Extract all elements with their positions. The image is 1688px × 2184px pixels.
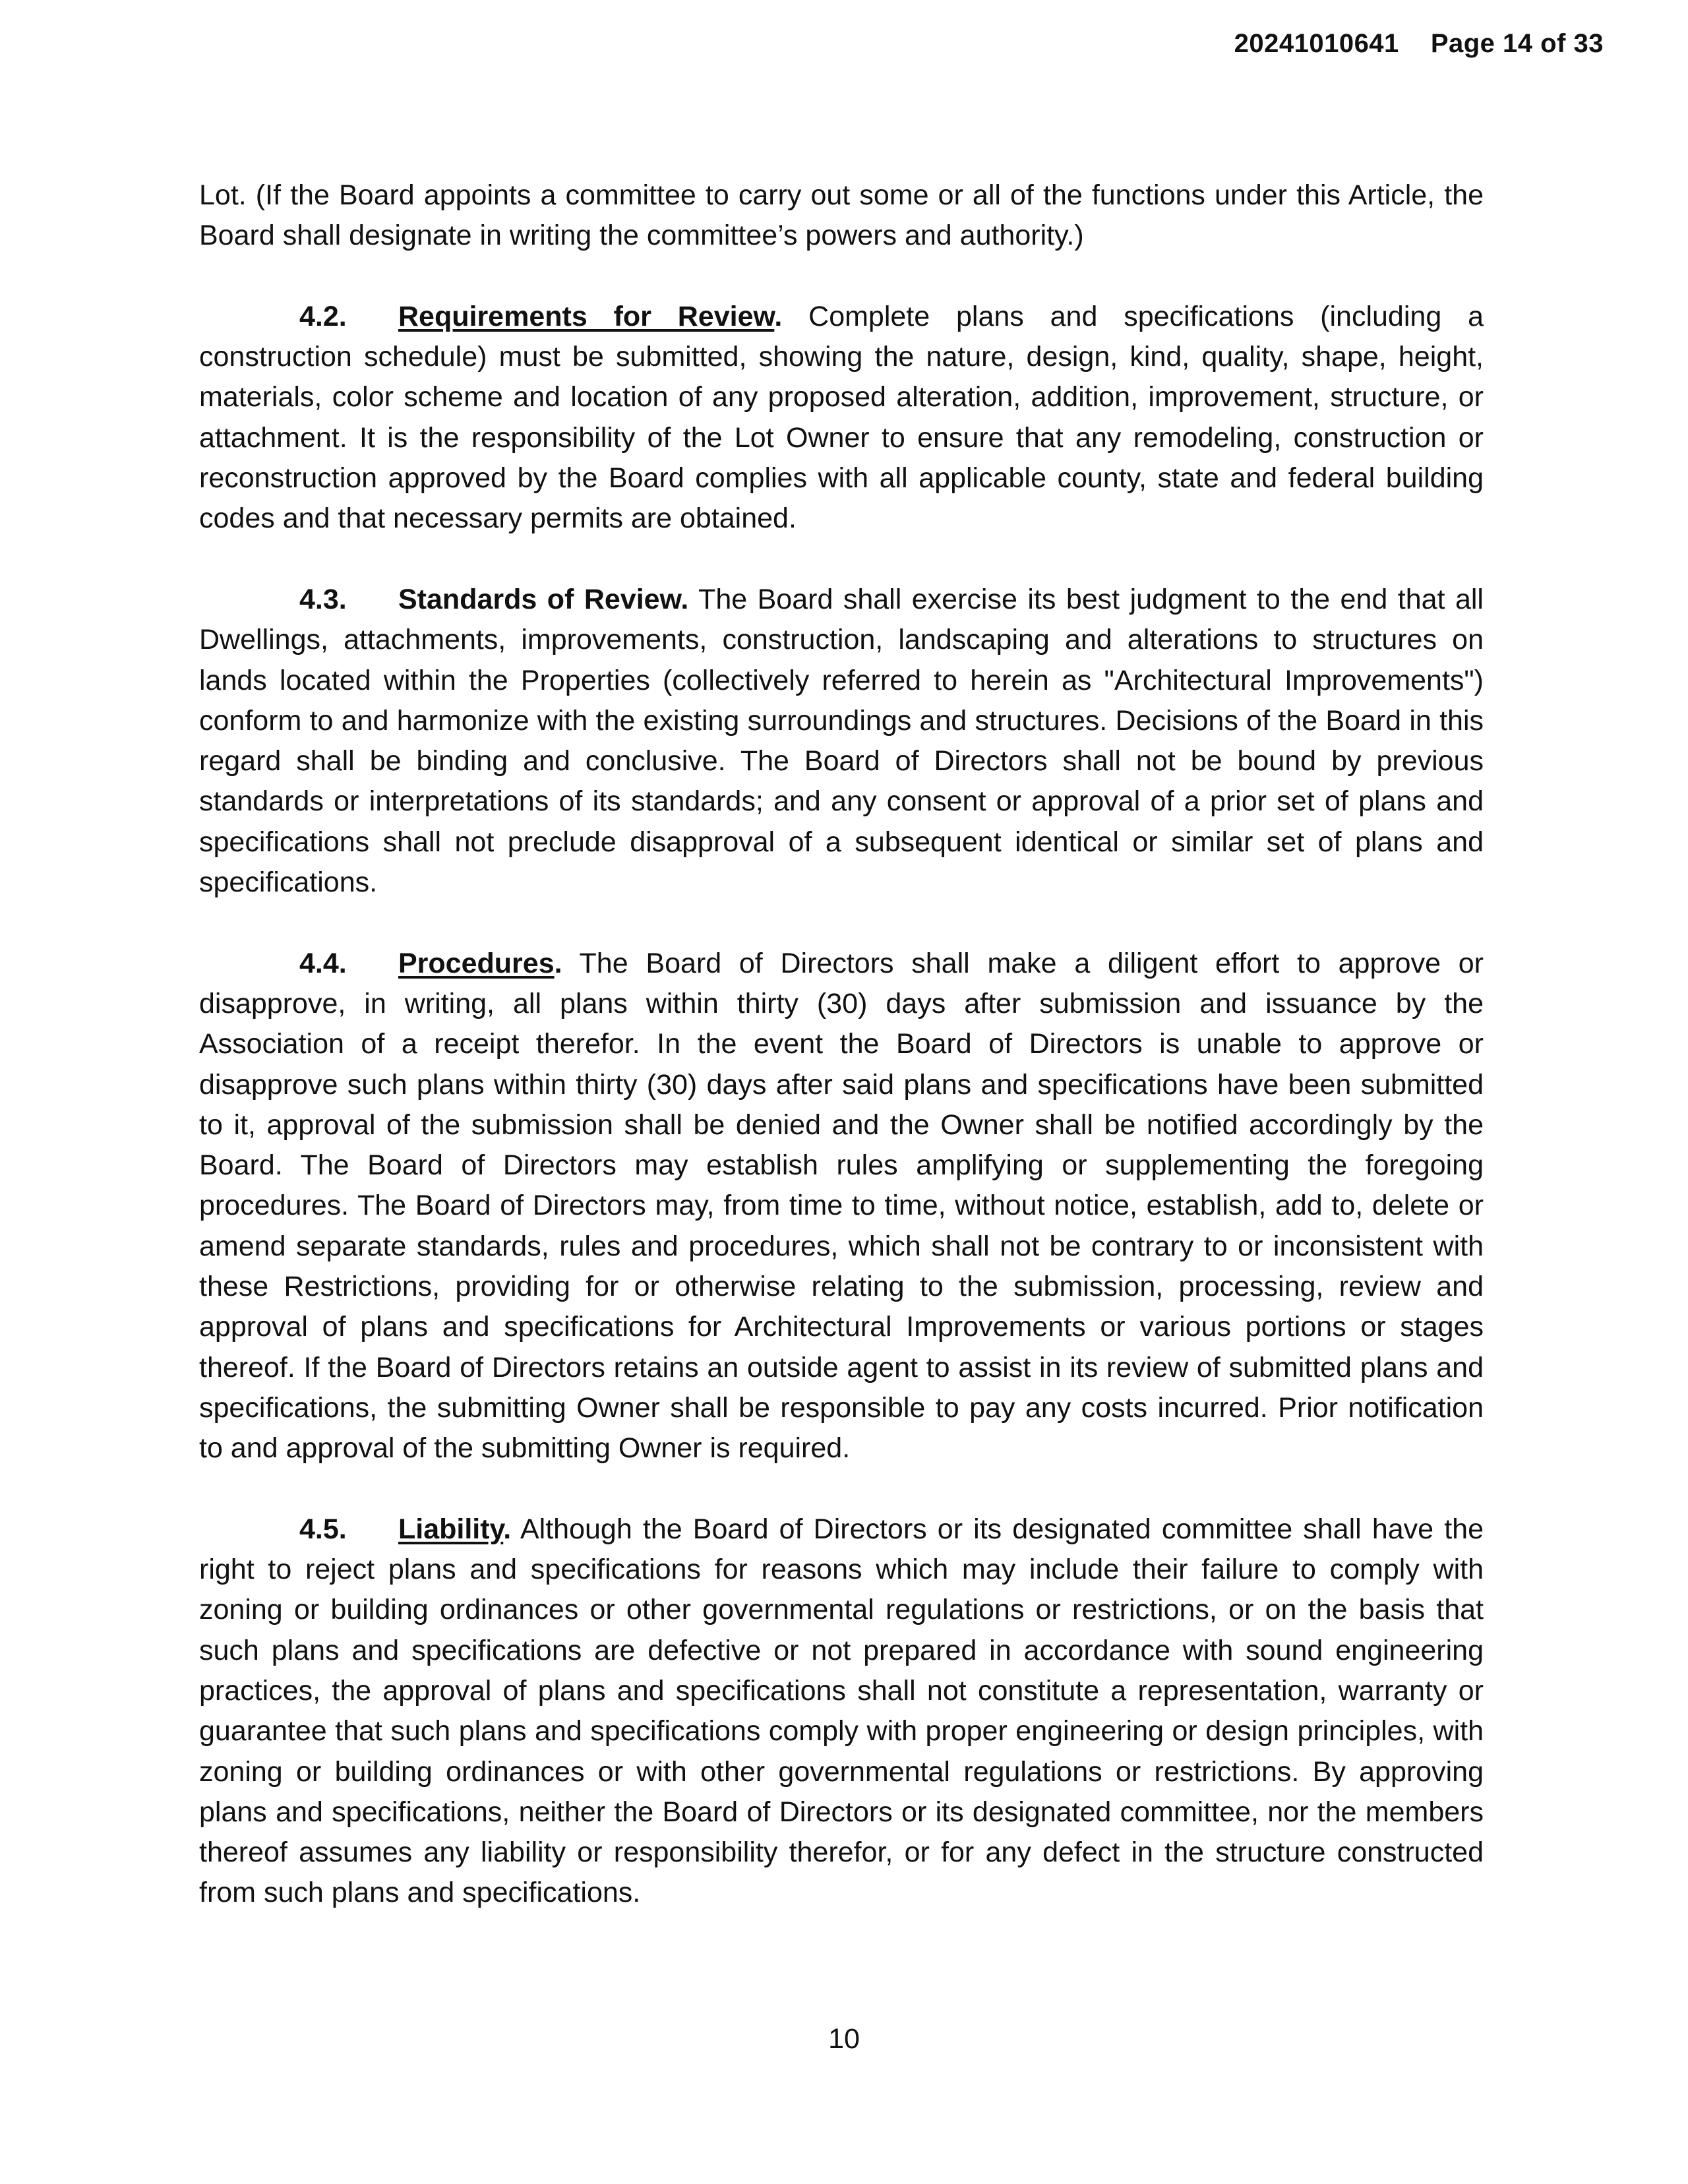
section-number: 4.5.	[299, 1513, 347, 1545]
section-4-5	[199, 1509, 1484, 1914]
intro-paragraph: Lot. (If the Board appoints a committee to carry out some or all of the functions under this Article, the Board shall designate in writing the committee’s powers and authority.)	[199, 179, 1484, 252]
section-text: Although the Board of Directors or its designated committee shall have the right to reject plans and specifications for reasons which may include their failure to comply with zoning or building ordinances or other governmental regulations or restrictions, or on the basis that such plans and specifications are defective or not prepared in accordance with sound engineering practices, the approval of plans and specifications shall not constitute a representation, warranty or guarantee that such plans and specifications comply with proper engineering or design principles, with zoning or building ordinances or with other governmental regulations or restrictions. By approving plans and specifications, neither the Board of Directors or its designated committee, nor the members thereof assumes any liability or responsibility therefor, or for any defect in the structure constructed from such plans and specifications.	[199, 1513, 1484, 1909]
section-heading-punctuation: .	[774, 300, 783, 332]
section-text: The Board of Directors shall make a diligent effort to approve or disapprove, in writing, all plans within thirty (30) days after submission and issuance by the Association of a receipt therefor. In the event the Board of Directors is unable to approve or disapprove such plans within thirty (30) days after said plans and specifications have been submitted to it, approval of the submission shall be denied and the Owner shall be notified accordingly by the Board. The Board of Directors may establish rules amplifying or supplementing the foregoing procedures. The Board of Directors may, from time to time, without notice, establish, add to, delete or amend separate standards, rules and procedures, which shall not be contrary to or inconsistent with these Restrictions, providing for or otherwise relating to the submission, processing, review and approval of plans and specifications for Architectural Improvements or various portions or stages thereof. If the Board of Directors retains an outside agent to assist in its review of submitted plans and specifications, the submitting Owner shall be responsible to pay any costs incurred. Prior notification to and approval of the submitting Owner is required.	[199, 947, 1484, 1465]
section-heading: Procedures	[398, 947, 555, 979]
document-number: 20241010641	[1234, 29, 1399, 58]
section-heading-punctuation: .	[503, 1513, 512, 1545]
section-4-2	[199, 297, 1484, 539]
section-heading: Liability	[398, 1513, 504, 1545]
section-number: 4.3.	[299, 583, 347, 615]
section-heading: Requirements for Review	[398, 300, 775, 332]
section-4-3	[199, 580, 1484, 903]
section-text: The Board shall exercise its best judgment to the end that all Dwellings, attachments, improvements, construction, landscaping and alterations to structures on lands located within the Properties (collectively referred to herein as "Architectural Improvements") conform to and harmonize with the existing surroundings and structures. Decisions of the Board in this regard shall be binding and conclusive. The Board of Directors shall not be bound by previous standards or interpretations of its standards; and any consent or approval of a prior set of plans and specifications shall not preclude disapproval of a subsequent identical or similar set of plans and specifications.	[199, 583, 1484, 899]
section-heading: Standards of Review.	[398, 583, 689, 615]
page-info: Page 14 of 33	[1430, 29, 1604, 58]
section-4-4	[199, 944, 1484, 1469]
section-text: Complete plans and specifications (including a construction schedule) must be submitted, showing the nature, design, kind, quality, shape, height, materials, color scheme and location of any proposed alteration, addition, improvement, structure, or attachment. It is the responsibility of the Lot Owner to ensure that any remodeling, construction or reconstruction approved by the Board complies with all applicable county, state and federal building codes and that necessary permits are obtained.	[199, 300, 1484, 535]
section-number: 4.4.	[299, 947, 347, 979]
page-number: 10	[828, 2023, 860, 2055]
section-heading-punctuation: .	[554, 947, 562, 979]
page-header	[1234, 29, 1604, 59]
section-number: 4.2.	[299, 300, 347, 332]
document-body	[199, 175, 1484, 1954]
